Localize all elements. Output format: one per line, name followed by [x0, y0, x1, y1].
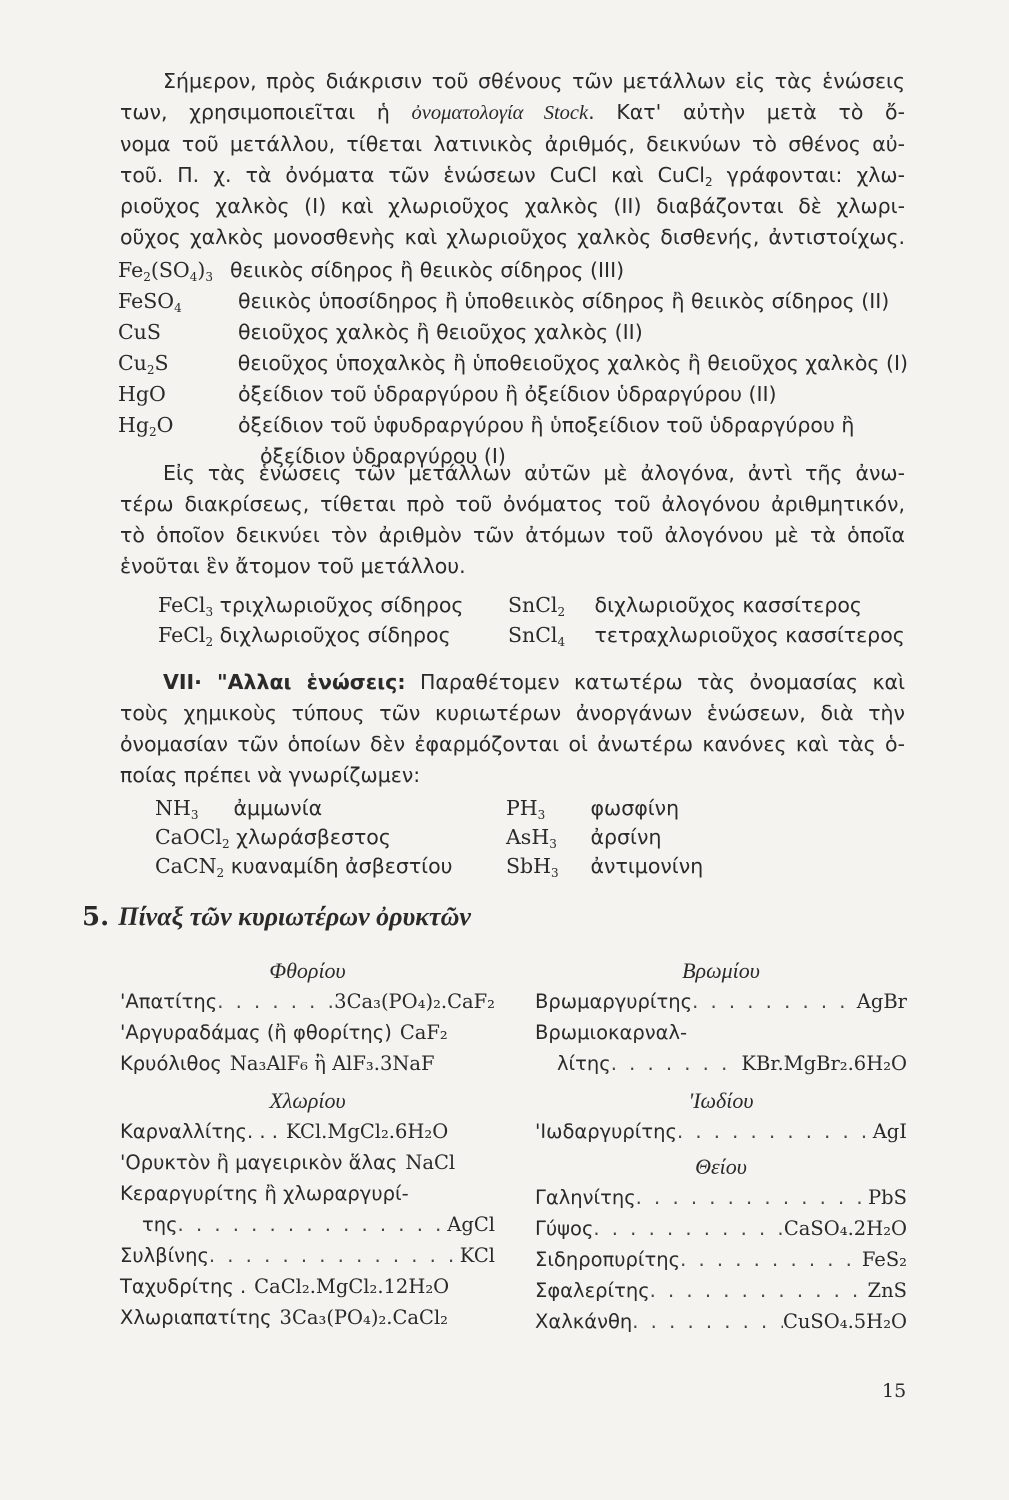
compound-entry: $NH_3$ ἀμμωνία: [155, 796, 323, 822]
section-title-iodine: 'Ιωδίου: [688, 1088, 754, 1113]
mineral-entry: Γαληνίτης . . . PbS: [535, 1182, 907, 1213]
mineral-entry-continuation: της . . . AgCl: [120, 1209, 495, 1240]
minerals-left-column: [120, 955, 495, 1333]
intro-line: τοῦ. Π. χ. τὰ ὀνόματα τῶν ἑνώσεων CuCl καὶ CuCl$_2$ γράφονται: χλω-: [120, 163, 906, 189]
intro-line: νομα τοῦ μετάλλου, τίθεται λατινικὸς ἀριθμός, δεικνύων τὸ σθένος αὐ-: [120, 132, 905, 156]
compound-name: ὀξείδιον τοῦ ὑφυδραργύρου ἢ ὑποξείδιον τοῦ ὑδραργύρου ἢ: [238, 413, 855, 437]
section-vii-paragraph: [120, 667, 905, 791]
chloride-entry: FeCl$_2$ διχλωριοῦχος σίδηρος: [158, 623, 451, 649]
intro-paragraph: [120, 66, 905, 253]
mineral-entry: Γύψος . . . CaSO₄.2H₂O: [535, 1213, 907, 1244]
compound-entry: CaCN$_2$ κυαναμίδη ἀσβεστίου: [155, 854, 453, 880]
compound-entry: CaOCl$_2$ χλωράσβεστος: [155, 825, 391, 851]
halogen-line: τὸ ὁποῖον δεικνύει τὸν ἀριθμὸν τῶν ἀτόμων τοῦ ἀλογόνου μὲ τὰ ὁποῖα: [120, 523, 905, 547]
compound-name: θειικὸς ὑποσίδηρος ἢ ὑποθειικὸς σίδηρος ἢ θειικὸς σίδηρος (II): [238, 289, 890, 313]
mineral-entry-continuation: λίτης . . . KBr.MgBr₂.6H₂O: [535, 1048, 907, 1079]
compound-entry: $PH_3$ φωσφίνη: [506, 796, 680, 822]
formula: CuS: [118, 320, 161, 344]
halogen-line: Εἰς τὰς ἑνώσεις τῶν μετάλλων αὐτῶν μὲ ἀλογόνα, ἀντὶ τῆς ἀνω-: [163, 461, 905, 485]
page-number: 15: [882, 1380, 907, 1402]
section-title-fluorine: Φθορίου: [269, 958, 346, 983]
mineral-entry: 'Απατίτης . . . 3Ca₃(PO₄)₂.CaF₂: [120, 986, 495, 1017]
mineral-entry: Σιδηροπυρίτης . . . FeS₂: [535, 1244, 907, 1275]
intro-line: Σήμερον, πρὸς διάκρισιν τοῦ σθένους τῶν μετάλλων εἰς τὰς ἑνώσεις: [163, 69, 905, 93]
intro-line: ριοῦχος χαλκὸς (I) καὶ χλωριοῦχος χαλκὸς (II) διαβάζονται δὲ χλωρι-: [120, 194, 905, 218]
section-vii-line: ποίας πρέπει νὰ γνωρίζωμεν:: [120, 763, 421, 787]
compound-name: θειικὸς σίδηρος ἢ θειικὸς σίδηρος (III): [230, 258, 625, 282]
mineral-entry: Ταχυδρίτης . CaCl₂.MgCl₂.12H₂O: [120, 1275, 450, 1298]
mineral-entry: Καρναλλίτης. . . KCl.MgCl₂.6H₂O: [120, 1120, 449, 1143]
chloride-entry: SnCl$_2$ διχλωριοῦχος κασσίτερος: [508, 593, 862, 619]
chloride-entry: FeCl$_3$ τριχλωριοῦχος σίδηρος: [158, 593, 464, 619]
compound-entry: SbH$_3$ ἀντιμονίνη: [506, 854, 704, 880]
halogen-line: τέρω διακρίσεως, τίθεται πρὸ τοῦ ὀνόματος τοῦ ἀλογόνου ἀριθμητικόν,: [120, 492, 905, 516]
mineral-entry: Κρυόλιθος Na₃AlF₆ ἢ AlF₃.3NaF: [120, 1052, 435, 1075]
compound-name: ὀξείδιον τοῦ ὑδραργύρου ἢ ὀξείδιον ὑδραργύρου (II): [238, 382, 777, 406]
formula: $Hg_2O$: [118, 413, 174, 439]
section-vii-line: VII· "Αλλαι ἑνώσεις: Παραθέτομεν κατωτέρω τὰς ὀνομασίας καὶ: [163, 670, 906, 694]
mineral-entry: Σφαλερίτης . . . ZnS: [535, 1275, 907, 1306]
compound-name: θειοῦχος ὑποχαλκὸς ἢ ὑποθειοῦχος χαλκὸς ἢ θειοῦχος χαλκὸς (I): [237, 351, 908, 375]
section-title-bromine: Βρωμίου: [682, 958, 760, 983]
halogen-line: ἑνοῦται ἓν ἄτομον τοῦ μετάλλου.: [120, 554, 466, 578]
mineral-entry: Χλωριαπατίτης 3Ca₃(PO₄)₂.CaCl₂: [120, 1306, 448, 1329]
formula-row: [118, 255, 908, 286]
section-vii-label: VII· "Αλλαι ἑνώσεις:: [163, 670, 406, 694]
mineral-entry: 'Ιωδαργυρίτης . . . AgI: [535, 1116, 907, 1147]
minerals-right-column: [535, 955, 907, 1337]
minerals-table-heading: 5. Πίναξ τῶν κυριωτέρων ὀρυκτῶν: [82, 902, 471, 932]
intro-line: οῦχος χαλκὸς μονοσθενὴς καὶ χλωριοῦχος χαλκὸς δισθενής, ἀντιστοίχως.: [120, 225, 905, 249]
formula: $Cu_2S$: [118, 351, 169, 377]
mineral-entry: Κεραργυρίτης ἢ χλωραργυρί-: [120, 1182, 409, 1205]
mineral-entry: Χαλκάνθη . . . CuSO₄.5H₂O: [535, 1306, 907, 1337]
formula: $Fe_2(SO_4)_3$: [118, 258, 214, 284]
formula-names-table: [118, 255, 908, 472]
section-vii-line: ὀνομασίαν τῶν ὁποίων δὲν ἐφαρμόζονται οἱ ἀνωτέρω κανόνες καὶ τὰς ὁ-: [120, 732, 905, 756]
compound-name: θειοῦχος χαλκὸς ἢ θειοῦχος χαλκὸς (II): [238, 320, 643, 344]
formula-row: [118, 410, 908, 441]
mineral-entry: Βρωμιοκαρναλ-: [535, 1021, 688, 1044]
formula-row: [118, 348, 908, 379]
formula-row: [118, 286, 908, 317]
halogen-paragraph: [120, 458, 905, 582]
stock-nomenclature-term: ὀνοματολογία Stock: [411, 102, 589, 124]
formula: HgO: [118, 382, 166, 406]
formula-row: [118, 379, 908, 410]
compound-entry: AsH$_3$ ἀρσίνη: [506, 825, 662, 851]
compound-name: ὀξείδιον ὑδραργύρου (I): [260, 444, 506, 468]
formula-row: [118, 317, 908, 348]
mineral-entry: Συλβίνης . . . KCl: [120, 1240, 495, 1271]
section-title-sulfur: Θείου: [695, 1154, 747, 1179]
section-title-chlorine: Χλωρίου: [269, 1088, 346, 1113]
intro-line: των, χρησιμοποιεῖται ἡ ὀνοματολογία Stock. Κατ' αὐτὴν μετὰ τὸ ὄ-: [120, 100, 905, 124]
mineral-entry: 'Ορυκτὸν ἢ μαγειρικὸν ἅλας NaCl: [120, 1151, 456, 1174]
chloride-entry: SnCl$_4$ τετραχλωριοῦχος κασσίτερος: [508, 623, 905, 649]
section-vii-line: τοὺς χημικοὺς τύπους τῶν κυριωτέρων ἀνοργάνων ἑνώσεων, διὰ τὴν: [120, 701, 905, 725]
formula: FeSO$_4$: [118, 289, 182, 315]
mineral-entry: 'Αργυραδάμας (ἢ φθορίτης) CaF₂: [120, 1021, 448, 1044]
mineral-entry: Βρωμαργυρίτης . . . AgBr: [535, 986, 907, 1017]
